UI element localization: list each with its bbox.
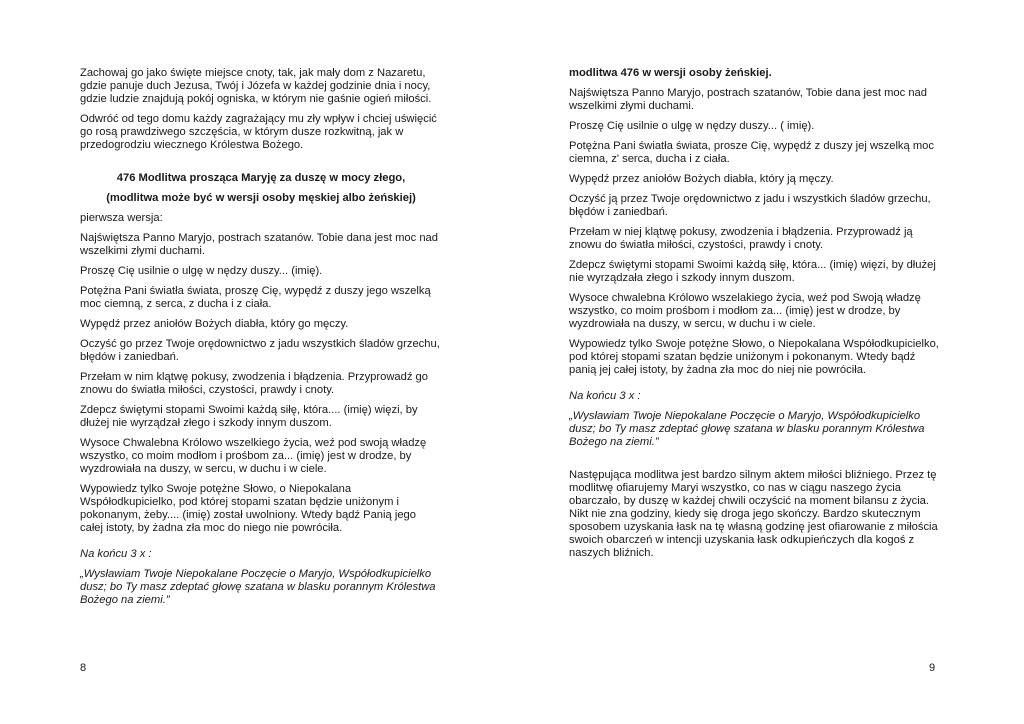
prayer-paragraph: Wypędź przez aniołów Bożych diabła, który ją męczy. [569,173,834,185]
prayer-paragraph: Wypowiedz tylko Swoje potężne Słowo, o Niepokalana Współodkupicielko, pod której stopami szatan będzie uniżonym i pokonanym. Wtedy bądź panią jej całej istoty, by żadna zła moc do niej nie powróciła. [569,338,939,376]
prayer-paragraph: Oczyść ją przez Twoje orędownictwo z jadu i wszystkich śladów grzechu, błędów i zaniedbań. [569,193,931,218]
prayer-paragraph: Potężna Pani światła świata, prosze Cię, wypędź z duszy jej wszelką moc ciemna, z' serca, ducha i z ciała. [569,140,934,165]
left-page [80,0,442,724]
prayer-paragraph: Wysoce Chwalebna Królowo wszelkiego życia, weź pod swoją władzę wszystko, co moim modłom i prośbom za... (imię) jest w drodze, by wyzdrowiała na duszy, w sercu, w duchu i w ciele. [80,437,427,475]
right-page-content [569,67,941,567]
prayer-paragraph: Proszę Cię usilnie o ulgę w nędzy duszy... ( imię). [569,120,815,132]
end-quote: „Wysławiam Twoje Niepokalane Poczęcie o Maryjo, Współodkupicielko dusz; bo Ty masz zdeptać głowę szatana w blasku porannym Królestwa Bożego na ziemi.” [80,568,436,606]
version-title: modlitwa 476 w wersji osoby żeńskiej. [569,67,772,79]
prayer-paragraph: Proszę Cię usilnie o ulgę w nędzy duszy... (imię). [80,265,323,277]
prayer-heading: 476 Modlitwa prosząca Maryję za duszę w mocy złego, [116,172,406,184]
prayer-paragraph: Wypędź przez aniołów Bożych diabła, który go męczy. [80,318,349,330]
version-label: pierwsza wersja: [80,212,163,224]
prayer-paragraph: Oczyść go przez Twoje orędownictwo z jadu wszystkich śladów grzechu, błędów i zaniedbań. [80,338,440,363]
page-number: 9 [929,662,936,674]
prayer-paragraph: Wysoce chwalebna Królowo wszelakiego życia, weź pod Swoją władzę wszystko, co moim prośbom i modłom za... (imię) jest w drodze, by wyzdrowiała na duszy, w sercu, w duchu i w ciele. [569,292,921,330]
page-number: 8 [80,662,87,674]
left-page-content [80,67,442,614]
paragraph: Zachowaj go jako święte miejsce cnoty, tak, jak mały dom z Nazaretu, gdzie panuje duch Jezusa, Twój i Józefa w każdej godzinie dnia i nocy, gdzie ludzie znajdują pokój ogniska, w którym nie gaśnie ogień miłości. [80,67,432,105]
end-label: Na końcu 3 x : [569,390,641,402]
prayer-paragraph: Przełam w nim klątwę pokusy, zwodzenia i błądzenia. Przyprowadź go znowu do światła miłości, czystości, prawdy i cnoty. [80,371,429,396]
end-label: Na końcu 3 x : [80,548,152,560]
right-page [569,0,941,724]
prayer-paragraph: Najświętsza Panno Maryjo, postrach szatanów, Tobie dana jest moc nad wszelkimi złymi duchami. [569,87,927,112]
prayer-paragraph: Potężna Pani światła świata, proszę Cię, wypędź z duszy jego wszelką moc ciemną, z serca, z ducha i z ciała. [80,285,431,310]
prayer-paragraph: Zdepcz świętymi stopami Swoimi każdą siłę, która.... (imię) więzi, by dłużej nie wyrządzał złego i szkody innym duszom. [80,404,418,429]
prayer-paragraph: Zdepcz świętymi stopami Swoimi każdą siłę, która... (imię) więzi, by dłużej nie wyrządzała złego i szkody innym duszom. [569,259,936,284]
prayer-paragraph: Przełam w niej klątwę pokusy, zwodzenia i błądzenia. Przyprowadź ją znowu do światła miłości, czystości, prawdy i cnoty. [569,226,913,251]
prayer-subheading: (modlitwa może być w wersji osoby męskiej albo żeńskiej) [106,192,416,204]
closing-paragraph: Następująca modlitwa jest bardzo silnym aktem miłości bliźniego. Przez tę modlitwę ofiarujemy Maryi wszystko, co nas w ciągu naszego życia obarczało, by duszę w każdej chwili oczyścić na moment bilansu z życia. Nikt nie zna godziny, kiedy się droga jego skończy. Bardzo skutecznym sposobem uzyskania łask na tę własną godzinę jest ofiarowanie z miłościa swoich obarczeń w intencji uzyskania łask odkupieńczych dla kogoś z naszych bliźnich. [569,469,938,559]
prayer-paragraph: Wypowiedz tylko Swoje potężne Słowo, o Niepokalana Współodkupicielko, pod której stopami szatan będzie uniżonym i pokonanym, żeby.... (imię) został uwolniony. Wtedy bądź Panią jego całej istoty, by żadna zła moc do niego nie powróciła. [80,483,416,534]
end-quote: „Wysławiam Twoje Niepokalane Poczęcie o Maryjo, Współodkupicielko dusz; bo Ty masz zdeptać głowę szatana w blasku porannym Królestwa Bożego na ziemi.” [569,410,925,448]
prayer-paragraph: Najświętsza Panno Maryjo, postrach szatanów. Tobie dana jest moc nad wszelkimi złymi duchami. [80,232,438,257]
paragraph: Odwróć od tego domu każdy zagrażający mu zły wpływ i chciej uświęcić go rosą prawdziwego szczęścia, w którym dusze rozkwitną, jak w przedogrodziu wiecznego Królestwa Bożego. [80,113,437,151]
